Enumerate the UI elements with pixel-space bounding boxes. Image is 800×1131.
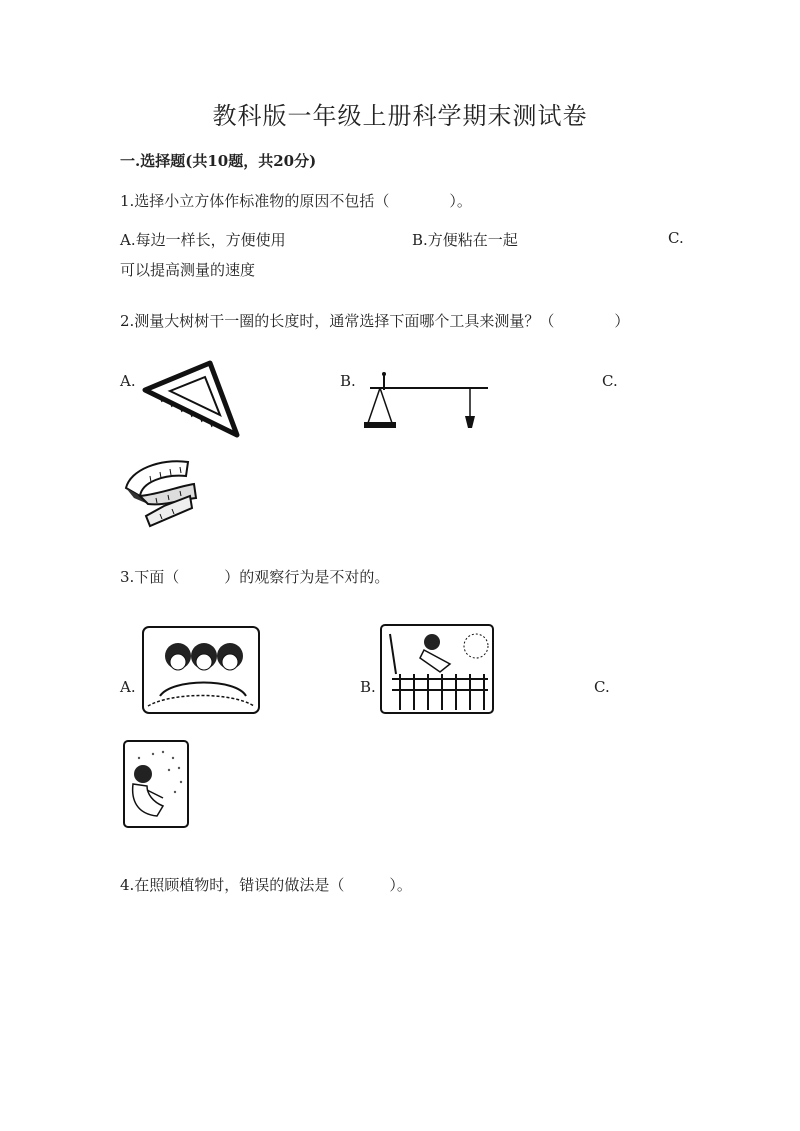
child-crouching-image — [123, 740, 189, 828]
question-3-stem: 3.下面（ ）的观察行为是不对的。 — [120, 568, 390, 586]
question-3-option-c: C. — [594, 678, 610, 696]
question-2-stem: 2.测量大树树干一圈的长度时，通常选择下面哪个工具来测量？（ ） — [120, 312, 630, 330]
question-4-stem: 4.在照顾植物时，错误的做法是（ ）。 — [120, 876, 412, 894]
question-2-option-c: C. — [602, 372, 618, 390]
girl-leaning-on-fence-image — [380, 624, 494, 714]
question-1-stem: 1.选择小立方体作标准物的原因不包括（ ）。 — [120, 192, 472, 210]
section-heading: 一.选择题(共10题，共20分) — [120, 152, 317, 170]
tape-measure-image — [120, 450, 200, 530]
question-1-option-a: A.每边一样长，方便使用 — [120, 231, 286, 249]
question-1-option-c-text: 可以提高测量的速度 — [120, 261, 256, 279]
question-3-option-a: A. — [120, 678, 136, 696]
children-observing-image — [142, 626, 260, 714]
question-1-option-c: C. — [668, 229, 684, 247]
question-2-option-a: A. — [120, 372, 136, 390]
triangle-ruler-image — [140, 355, 245, 440]
question-3-option-b: B. — [360, 678, 376, 696]
question-1-option-b: B.方便粘在一起 — [412, 231, 518, 249]
page-title: 教科版一年级上册科学期末测试卷 — [212, 102, 588, 130]
question-2-option-b: B. — [340, 372, 356, 390]
balance-scale-image — [360, 368, 490, 433]
